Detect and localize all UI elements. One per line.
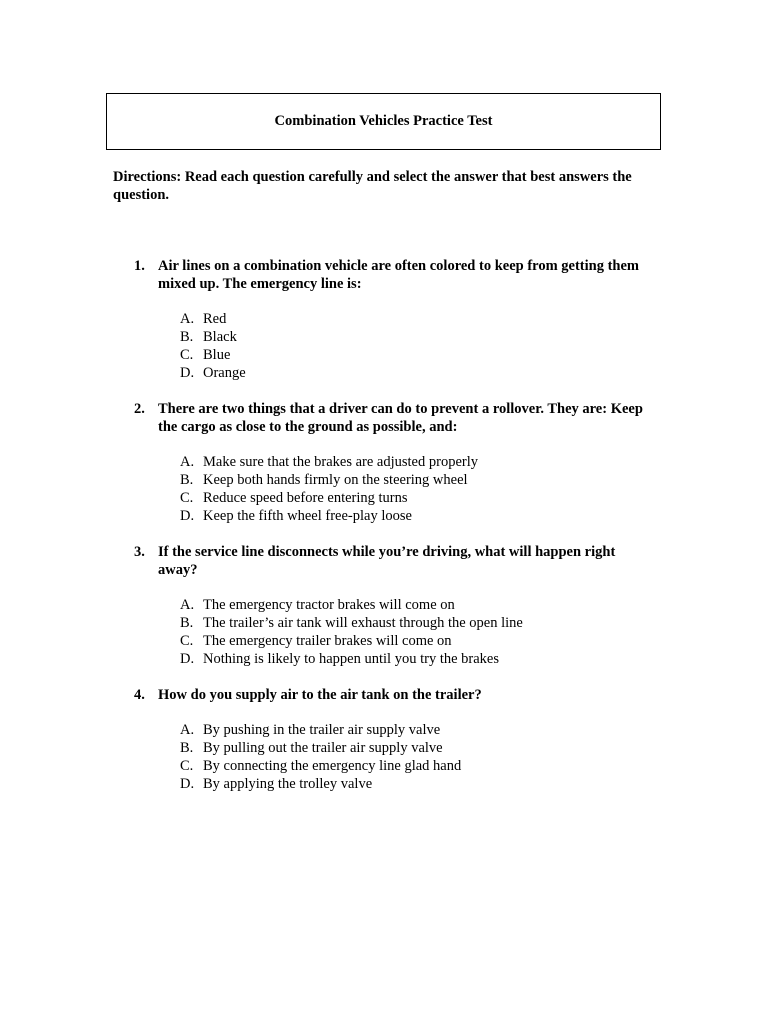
answer-text: The trailer’s air tank will exhaust through the open line (203, 615, 523, 631)
question-number: 2. (134, 401, 145, 417)
answer-text: Orange (203, 365, 246, 381)
answer-text: Nothing is likely to happen until you try the brakes (203, 651, 499, 667)
question-4 (134, 686, 644, 793)
answer-option (180, 596, 644, 614)
answer-option (180, 453, 644, 471)
answer-text: By applying the trolley valve (203, 776, 373, 792)
directions-text: Directions: Read each question carefully and select the answer that best answers the question. (113, 169, 632, 203)
answer-option (180, 650, 644, 668)
answer-letter: B. (180, 472, 194, 488)
question-3 (134, 543, 644, 668)
answer-text: Keep the fifth wheel free-play loose (203, 508, 412, 524)
answer-option (180, 632, 644, 650)
question-header (134, 543, 644, 579)
answer-text: Keep both hands firmly on the steering wheel (203, 472, 468, 488)
answer-letter: A. (180, 311, 195, 327)
answer-option (180, 775, 644, 793)
answer-option (180, 489, 644, 507)
answer-option (180, 346, 644, 364)
answer-letter: A. (180, 454, 195, 470)
answer-text: By pulling out the trailer air supply valve (203, 740, 443, 756)
answer-letter: C. (180, 347, 194, 363)
question-text: How do you supply air to the air tank on the trailer? (158, 687, 482, 703)
page-title: Combination Vehicles Practice Test (274, 113, 493, 129)
answer-letter: A. (180, 722, 195, 738)
answer-letter: B. (180, 615, 194, 631)
answer-option (180, 757, 644, 775)
answer-letter: C. (180, 633, 194, 649)
answer-letter: D. (180, 365, 195, 381)
answer-text: The emergency trailer brakes will come on (203, 633, 452, 649)
answer-text: Blue (203, 347, 231, 363)
answer-option (180, 507, 644, 525)
answer-letter: D. (180, 776, 195, 792)
question-2 (134, 400, 644, 525)
answer-letter: B. (180, 329, 194, 345)
answer-text: Reduce speed before entering turns (203, 490, 408, 506)
answer-text: By pushing in the trailer air supply valve (203, 722, 441, 738)
answer-list (180, 721, 644, 793)
question-number: 3. (134, 544, 145, 560)
question-text: If the service line disconnects while you’re driving, what will happen right away? (158, 544, 616, 578)
question-header (134, 400, 644, 436)
answer-letter: D. (180, 508, 195, 524)
answer-list (180, 310, 644, 382)
question-header (134, 257, 644, 293)
answer-text: The emergency tractor brakes will come on (203, 597, 455, 613)
question-number: 4. (134, 687, 145, 703)
answer-text: Black (203, 329, 237, 345)
answer-option (180, 471, 644, 489)
answer-letter: B. (180, 740, 194, 756)
answer-option (180, 310, 644, 328)
answer-letter: D. (180, 651, 195, 667)
answer-option (180, 721, 644, 739)
question-text: There are two things that a driver can do to prevent a rollover. They are: Keep the cargo as close to the ground as possible, and: (158, 401, 643, 435)
question-text: Air lines on a combination vehicle are often colored to keep from getting them mixed up. The emergency line is: (158, 258, 639, 292)
answer-option (180, 364, 644, 382)
title-box (106, 93, 661, 150)
answer-letter: C. (180, 758, 194, 774)
answer-list (180, 596, 644, 668)
question-1 (134, 257, 644, 382)
answer-option (180, 614, 644, 632)
answer-text: Make sure that the brakes are adjusted properly (203, 454, 478, 470)
answer-option (180, 328, 644, 346)
answer-text: By connecting the emergency line glad hand (203, 758, 462, 774)
question-header (134, 686, 644, 704)
answer-option (180, 739, 644, 757)
answer-letter: A. (180, 597, 195, 613)
answer-text: Red (203, 311, 227, 327)
answer-letter: C. (180, 490, 194, 506)
answer-list (180, 453, 644, 525)
question-number: 1. (134, 258, 145, 274)
